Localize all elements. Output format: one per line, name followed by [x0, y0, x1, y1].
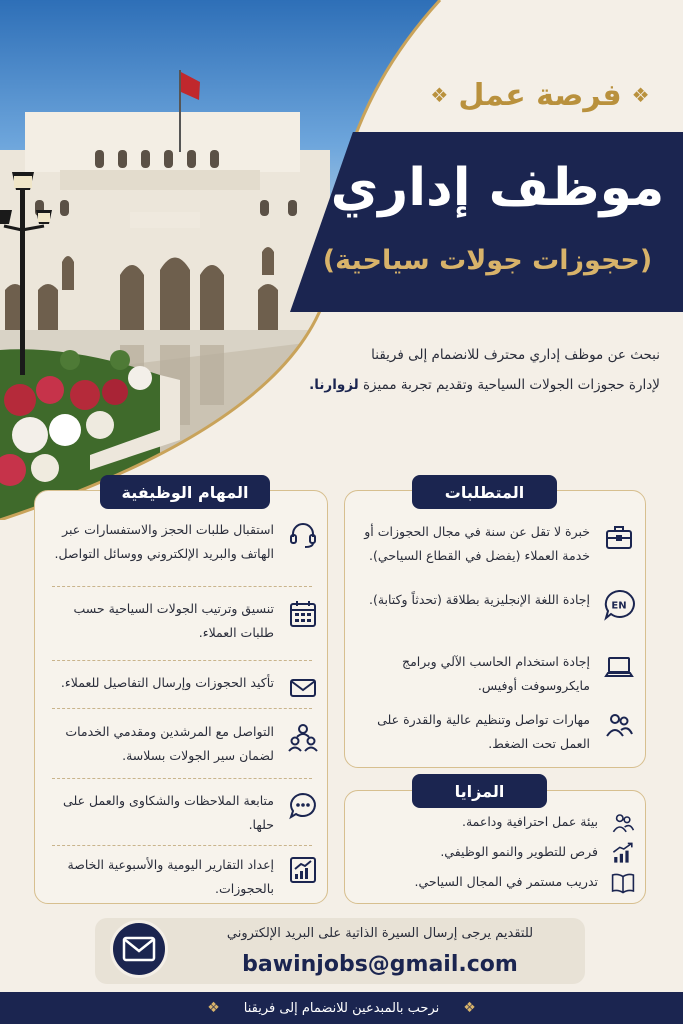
mail-icon — [110, 920, 168, 978]
duty-text: استقبال طلبات الحجز والاستفسارات عبر الهاتف والبريد الإلكتروني ووسائل التواصل. — [54, 522, 274, 561]
duty-item — [40, 518, 320, 566]
duty-text: التواصل مع المرشدين ومقدمي الخدمات لضمان سير الجولات بسلاسة. — [65, 724, 274, 763]
divider — [52, 778, 312, 779]
apply-instructions: للتقديم يرجى إرسال السيرة الذاتية على البريد الإلكتروني — [226, 926, 534, 941]
book-icon — [610, 870, 636, 896]
divider — [52, 845, 312, 846]
duty-item — [40, 720, 320, 768]
diamond-icon: ❖ — [463, 1000, 476, 1016]
report-icon — [286, 853, 320, 887]
divider — [52, 708, 312, 709]
chat-icon — [286, 789, 320, 823]
duty-item — [40, 853, 320, 901]
requirement-item — [352, 588, 636, 622]
diamond-icon: ❖ — [207, 1000, 220, 1016]
benefit-item — [352, 840, 636, 866]
duty-text: تأكيد الحجوزات وإرسال التفاصيل للعملاء. — [60, 675, 274, 690]
calendar-icon — [286, 597, 320, 631]
duty-text: إعداد التقارير اليومية والأسبوعية الخاصة بالحجوزات. — [67, 857, 274, 896]
requirement-item — [352, 520, 636, 568]
benefit-item — [352, 810, 636, 836]
intro-line-2-text: لإدارة حجوزات الجولات السياحية وتقديم تجربة مميزة — [358, 377, 660, 393]
diamond-icon: ❖ — [631, 83, 650, 107]
requirement-text: إجادة اللغة الإنجليزية بطلاقة (تحدثاً وكتابة). — [368, 592, 590, 607]
people-icon — [286, 720, 320, 754]
hiring-text: فرصة عمل — [458, 77, 622, 113]
mail-icon — [286, 671, 320, 705]
intro-highlight: لزوارنا. — [309, 377, 359, 393]
benefit-text: تدريب مستمر في المجال السياحي. — [414, 874, 598, 889]
headset-icon — [286, 518, 320, 552]
requirement-item — [352, 650, 636, 698]
intro-text — [290, 340, 660, 400]
footer-text: نرحب بالمبدعين للانضمام إلى فريقنا — [243, 1000, 440, 1016]
job-title: موظف إداري — [330, 158, 665, 218]
benefit-text: فرص للتطوير والنمو الوظيفي. — [440, 844, 598, 859]
duties-title: المهام الوظيفية — [100, 475, 270, 509]
requirement-text: إجادة استخدام الحاسب الآلي وبرامج مايكروسوفت أوفيس. — [402, 654, 590, 693]
duty-item — [40, 597, 320, 645]
intro-line-1: نبحث عن موظف إداري محترف للانضمام إلى فريقنا — [371, 347, 660, 363]
team-icon — [602, 708, 636, 742]
benefit-item — [352, 870, 636, 896]
requirements-title: المتطلبات — [412, 475, 557, 509]
job-subtitle: (حجوزات جولات سياحية) — [322, 245, 653, 276]
duty-item — [40, 671, 320, 705]
benefits-title: المزايا — [412, 774, 547, 808]
apply-email-link[interactable]: bawinjobs@gmail.com — [242, 952, 518, 977]
english-icon — [602, 588, 636, 622]
requirement-item — [352, 708, 636, 756]
footer-bar — [0, 992, 683, 1024]
english-icon-label: EN — [611, 600, 627, 612]
requirement-text: مهارات تواصل وتنظيم عالية والقدرة على العمل تحت الضغط. — [377, 712, 590, 751]
benefit-text: بيئة عمل احترافية وداعمة. — [461, 814, 598, 829]
duty-text: متابعة الملاحظات والشكاوى والعمل على حلها. — [63, 793, 274, 832]
requirement-text: خبرة لا تقل عن سنة في مجال الحجوزات أو خدمة العملاء (يفضل في القطاع السياحي). — [364, 524, 590, 563]
briefcase-icon — [602, 520, 636, 554]
diamond-icon: ❖ — [430, 83, 449, 107]
divider — [52, 660, 312, 661]
laptop-icon — [602, 650, 636, 684]
duty-item — [40, 789, 320, 837]
hiring-label — [420, 70, 660, 120]
growth-icon — [610, 840, 636, 866]
intro-line-2 — [290, 370, 660, 400]
divider — [52, 586, 312, 587]
team-icon — [610, 810, 636, 836]
duty-text: تنسيق وترتيب الجولات السياحية حسب طلبات العملاء. — [73, 601, 274, 640]
